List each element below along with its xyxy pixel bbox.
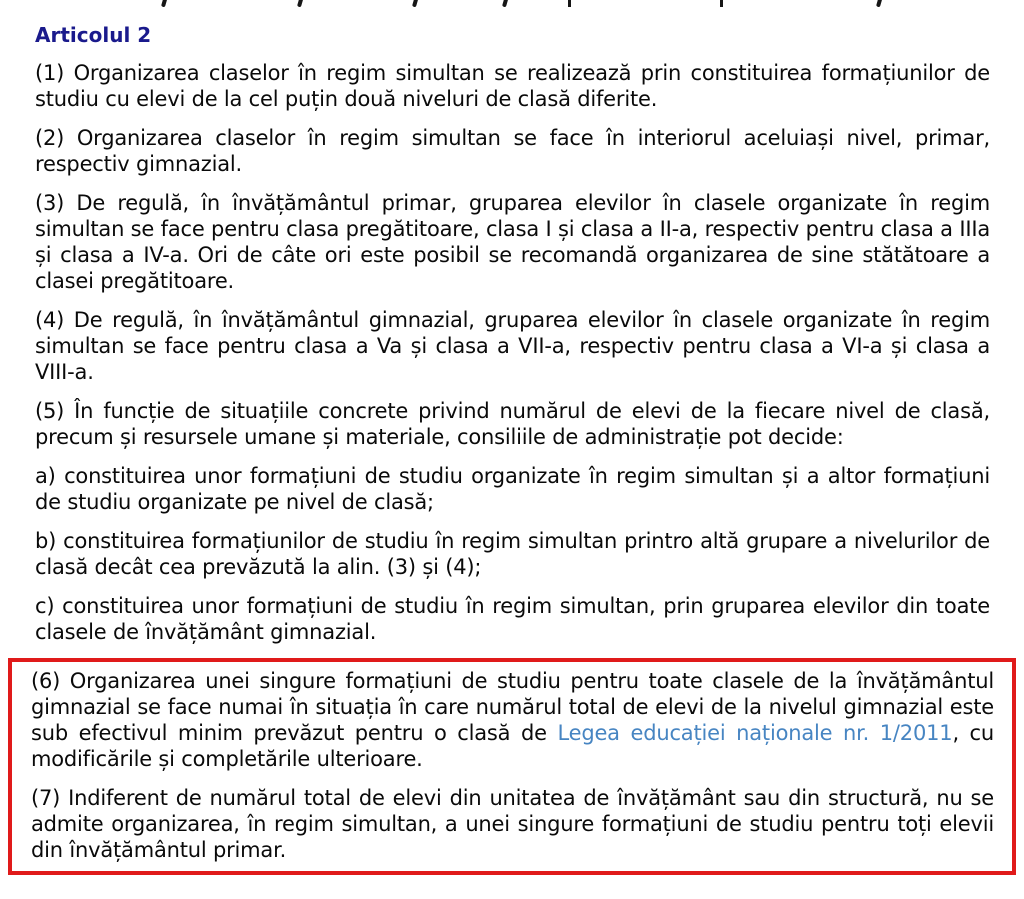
highlighted-provisions-box [8,658,1016,875]
list-item-c: c) constituirea unor formațiuni de studiu în regim simultan, prin gruparea elevilor din toate clasele de învățământ gimnazial. [35,594,990,644]
law-link[interactable]: Legea educației naționale nr. 1/2011 [557,721,953,745]
descender-mark [568,0,571,7]
paragraph-6-text-before-link: (6) Organizarea unei singure formațiuni de studiu pentru toate clasele de la învățământul gimnazial se face numai în situația în care numărul total de elevi de la nivelul gimnazial este sub efectivul minim prevăzut pentru o clasă de [31,669,994,745]
descender-mark [161,0,167,7]
paragraph-6 [31,668,994,772]
descender-mark [720,0,723,7]
paragraph-1: (1) Organizarea claselor în regim simultan se realizează prin constituirea formațiunilor de studiu cu elevi de la cel puțin două niveluri de clasă diferite. [35,61,990,111]
document-body [0,25,1024,645]
paragraph-7: (7) Indiferent de numărul total de elevi din unitatea de învățământ sau din structură, nu se admite organizarea, în regim simultan, a unei singure formațiuni de studiu pentru toți elevii din învățământul primar. [31,786,994,862]
list-item-a: a) constituirea unor formațiuni de studiu organizate în regim simultan și a altor formațiuni de studiu organizate pe nivel de clasă; [35,464,990,514]
list-item-b: b) constituirea formațiunilor de studiu în regim simultan printro altă grupare a nivelurilor de clasă decât cea prevăzută la alin. (3) și (4); [35,529,990,579]
descender-mark [297,0,303,7]
paragraph-2: (2) Organizarea claselor în regim simultan se face în interiorul aceluiași nivel, primar, respectiv gimnazial. [35,126,990,176]
descender-mark [876,0,882,7]
clipped-text-line [0,0,1024,8]
paragraph-4: (4) De regulă, în învățământul gimnazial, gruparea elevilor în clasele organizate în regim simultan se face pentru clasa a Va și clasa a VII-a, respectiv pentru clasa a VI-a și clasa a VIII-a. [35,308,990,384]
article-heading: Articolul 2 [35,23,152,47]
paragraph-3: (3) De regulă, în învățământul primar, gruparea elevilor în clasele organizate în regim simultan se face pentru clasa pregătitoare, clasa I și clasa a II-a, respectiv pentru clasa a IIIa și clasa a IV-a. Ori de câte ori este posibil se recomandă organizarea de sine stătătoare a clasei pregătitoare. [35,191,990,293]
descender-mark [412,0,418,7]
paragraph-5: (5) În funcție de situațiile concrete privind numărul de elevi de la fiecare nivel de clasă, precum și resursele umane și materiale, consiliile de administrație pot decide: [35,399,990,449]
paragraph-6-text-after-link: , cu modificările și completările ulterioare. [31,721,995,771]
descender-mark [502,0,508,7]
